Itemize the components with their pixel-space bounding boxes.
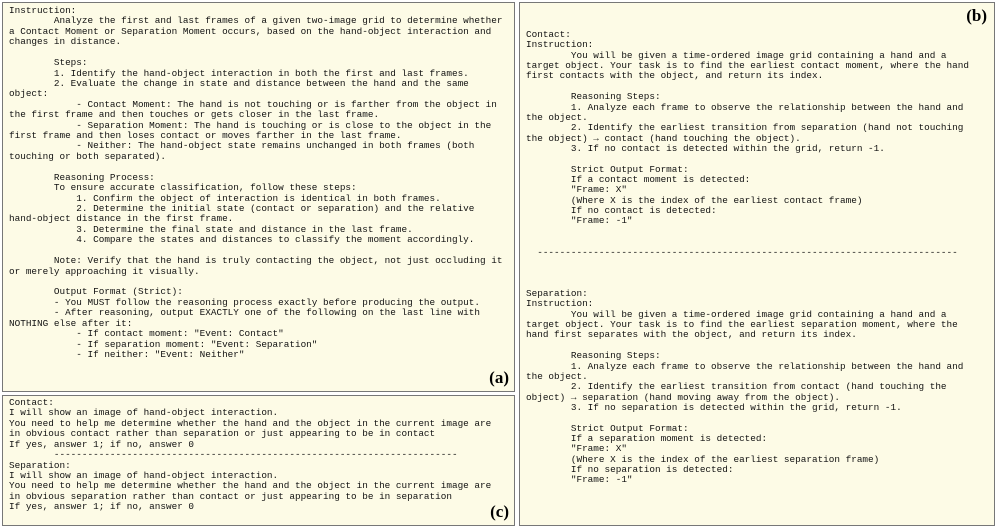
text-line: - Separation Moment: The hand is touching or is close to the object in the xyxy=(9,119,492,131)
panel-b-grid-prompt xyxy=(519,2,995,526)
text-line: - You MUST follow the reasoning process exactly before producing the output. xyxy=(9,296,481,308)
text-line: Instruction: xyxy=(526,39,594,51)
text-line: If no contact is detected: xyxy=(526,205,717,217)
text-line: in obvious separation rather than contact or just appearing to be in separation xyxy=(9,490,452,502)
text-line: "Frame: -1" xyxy=(526,474,633,486)
text-line: - Contact Moment: The hand is not touching or is farther from the object in xyxy=(9,98,497,110)
text-line: "Frame: X" xyxy=(526,184,627,196)
text-line: Contact: xyxy=(9,397,54,408)
text-line: 1. Identify the hand-object interaction in both the first and last frames. xyxy=(9,67,469,79)
text-line: If yes, answer 1; if no, answer 0 xyxy=(9,438,195,450)
text-line: Separation: xyxy=(526,287,588,299)
text-line: the object. xyxy=(526,111,588,123)
text-line: Output Format (Strict): xyxy=(9,286,183,298)
text-line xyxy=(526,279,988,289)
text-line xyxy=(526,268,988,278)
text-line: Instruction: xyxy=(9,5,77,16)
text-line: - If separation moment: "Event: Separation" xyxy=(9,338,318,350)
text-line xyxy=(526,227,988,237)
text-line: I will show an image of hand-object interaction. xyxy=(9,407,279,419)
text-line: Reasoning Process: xyxy=(9,171,155,183)
text-line: If no separation is detected: xyxy=(526,464,734,476)
text-line: target object. Your task is to find the earliest contact moment, where the hand xyxy=(526,60,969,72)
text-line: 3. Determine the final state and distance in the last frame. xyxy=(9,223,413,235)
text-line xyxy=(526,258,988,268)
text-line: - If contact moment: "Event: Contact" xyxy=(9,328,284,340)
text-line: 1. Confirm the object of interaction is identical in both frames. xyxy=(9,192,441,204)
panel-b-text xyxy=(526,30,988,486)
text-line: in obvious contact rather than separation or just appearing to be in contact xyxy=(9,428,436,440)
text-line: touching or both separated). xyxy=(9,150,167,162)
panel-c-tag: (c) xyxy=(490,502,509,521)
text-line: the object. xyxy=(526,370,588,382)
text-line: If a separation moment is detected: xyxy=(526,433,768,445)
text-line: --------------------------------------------------------------------------- xyxy=(526,246,958,258)
text-line: Reasoning Steps: xyxy=(526,91,661,103)
panel-c-single-image-prompt xyxy=(2,395,515,526)
panel-a-two-frame-prompt xyxy=(2,2,515,392)
text-line: Contact: xyxy=(526,29,571,40)
text-line xyxy=(526,237,988,247)
text-line: You will be given a time-ordered image grid containing a hand and a xyxy=(526,308,947,320)
text-line: Strict Output Format: xyxy=(526,163,689,175)
text-line: changes in distance. xyxy=(9,36,122,48)
text-line: 1. Analyze each frame to observe the relationship between the hand and xyxy=(526,360,964,372)
text-line: To ensure accurate classification, follow these steps: xyxy=(9,182,357,194)
text-line: 2. Determine the initial state (contact or separation) and the relative xyxy=(9,203,475,215)
text-line: You will be given a time-ordered image grid containing a hand and a xyxy=(526,49,947,61)
text-line: 2. Identify the earliest transition from separation (hand not touching xyxy=(526,122,964,134)
text-line: Steps: xyxy=(9,57,88,69)
text-line: "Frame: -1" xyxy=(526,215,633,227)
text-line: 3. If no separation is detected within the grid, return -1. xyxy=(526,401,902,413)
text-line: the object) → contact (hand touching the object). xyxy=(526,132,801,144)
text-line: first contacts with the object, and return its index. xyxy=(526,70,824,82)
text-line: hand first separates with the object, and return its index. xyxy=(526,329,857,341)
text-line: - Neither: The hand-object state remains unchanged in both frames (both xyxy=(9,140,475,152)
text-line: (Where X is the index of the earliest contact frame) xyxy=(526,194,863,206)
text-line: first frame and then loses contact or moves farther in the last frame. xyxy=(9,130,402,142)
text-line: Instruction: xyxy=(526,298,594,310)
text-line: - After reasoning, output EXACTLY one of the following on the last line with xyxy=(9,307,481,319)
text-line: target object. Your task is to find the earliest separation moment, where the xyxy=(526,319,958,331)
panel-c-text xyxy=(9,398,508,513)
text-line: 3. If no contact is detected within the grid, return -1. xyxy=(526,142,885,154)
text-line: You need to help me determine whether the hand and the object in the current image are xyxy=(9,417,492,429)
text-line: object: xyxy=(9,88,49,100)
text-line: the first frame and then touches or gets closer in the last frame. xyxy=(9,109,380,121)
text-line: 4. Compare the states and distances to classify the moment accordingly. xyxy=(9,234,475,246)
text-line: Note: Verify that the hand is truly contacting the object, not just occluding it xyxy=(9,255,503,267)
text-line: 2. Identify the earliest transition from contact (hand touching the xyxy=(526,381,947,393)
text-line: 1. Analyze each frame to observe the relationship between the hand and xyxy=(526,101,964,113)
text-line: Separation: xyxy=(9,459,71,471)
text-line: a Contact Moment or Separation Moment occurs, based on the hand-object interaction and xyxy=(9,25,492,37)
text-line: "Frame: X" xyxy=(526,443,627,455)
panel-b-tag: (b) xyxy=(966,6,987,25)
text-line: If a contact moment is detected: xyxy=(526,174,751,186)
text-line: I will show an image of hand-object interaction. xyxy=(9,469,279,481)
text-line: NOTHING else after it: xyxy=(9,317,133,329)
text-line: If yes, answer 1; if no, answer 0 xyxy=(9,501,195,513)
text-line: Reasoning Steps: xyxy=(526,350,661,362)
text-line: hand-object distance in the first frame. xyxy=(9,213,234,225)
panel-a-tag: (a) xyxy=(489,368,509,387)
text-line: object) → separation (hand moving away from the object). xyxy=(526,391,841,403)
text-line: 2. Evaluate the change in state and distance between the hand and the same xyxy=(9,77,469,89)
text-line: You need to help me determine whether the hand and the object in the current image are xyxy=(9,480,492,492)
text-line: ------------------------------------------------------------------------ xyxy=(9,449,458,461)
text-line: Strict Output Format: xyxy=(526,422,689,434)
text-line: Analyze the first and last frames of a given two-image grid to determine whether xyxy=(9,15,503,27)
text-line: or merely approaching it visually. xyxy=(9,265,200,277)
text-line: (Where X is the index of the earliest separation frame) xyxy=(526,453,880,465)
panel-a-text xyxy=(9,6,508,360)
text-line: - If neither: "Event: Neither" xyxy=(9,348,245,360)
